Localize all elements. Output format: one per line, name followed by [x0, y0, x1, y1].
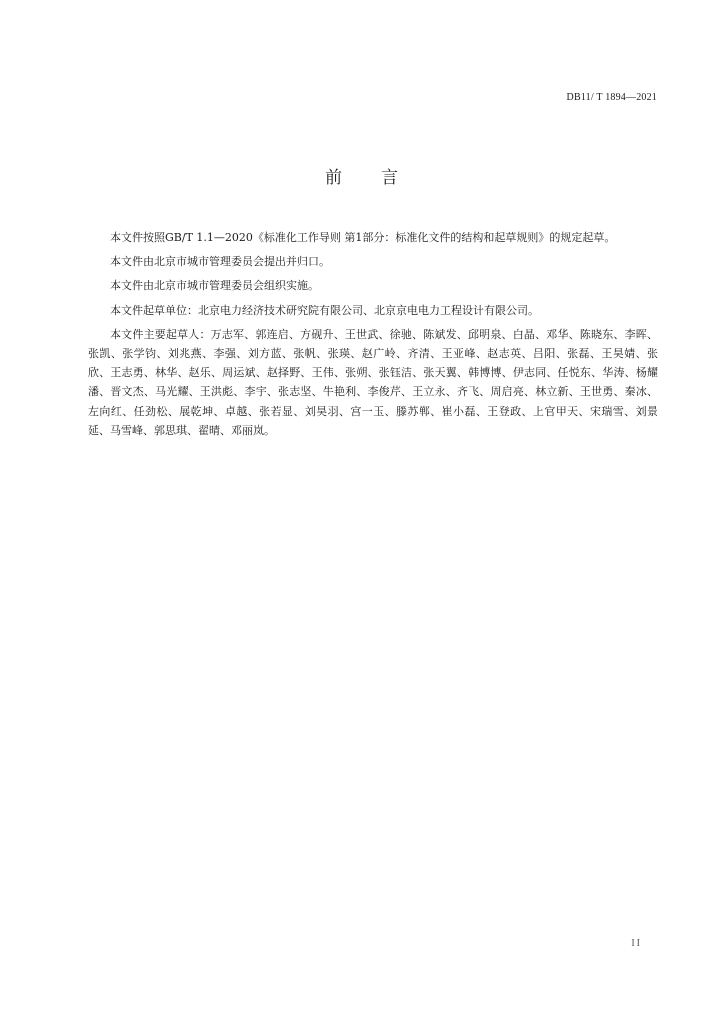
paragraph-proposer: 本文件由北京市城市管理委员会提出并归口。: [110, 255, 330, 269]
paragraph-implementer: 本文件由北京市城市管理委员会组织实施。: [110, 279, 319, 293]
paragraph-drafting-units: 本文件起草单位：北京电力经济技术研究院有限公司、北京京电电力工程设计有限公司。: [110, 303, 539, 317]
title-char-2: 言: [381, 168, 399, 188]
paragraph-standard-basis: 本文件按照GB/T 1.1—2020《标准化工作导则 第1部分：标准化文件的结构和起草规则》的规定起草。: [110, 231, 616, 244]
page-number: II: [631, 938, 642, 949]
standard-code: DB11/ T 1894—2021: [566, 92, 657, 103]
title-char-1: 前: [325, 168, 343, 188]
preface-body: [88, 228, 658, 445]
page-title: [0, 163, 724, 188]
paragraph-drafters: 本文件主要起草人：万志军、郭连启、方砚升、王世武、徐驰、陈斌发、邱明泉、白晶、邓华、陈晓东、李晖、张凯、张学钧、刘兆燕、李强、刘方蓝、张帆、张瑛、赵广岭、齐清、王亚峰、赵志英、吕阳、张磊、王昊婧、张欣、王志勇、林华、赵乐、周运斌、赵择野、王伟、张朔、张钰洁、张天翼、韩博博、伊志同、任悦东、华涛、杨耀潘、晋文杰、马光耀、王洪彪、李宇、张志坚、牛艳利、李俊芹、王立永、齐飞、周启亮、林立新、王世勇、秦冰、左向红、任劲松、展乾坤、卓越、张若显、刘昊羽、宫一玉、滕苏郸、崔小磊、王登政、上官甲天、宋瑞雪、刘景延、马雪峰、郭思琪、翟晴、邓丽岚。: [88, 327, 658, 437]
